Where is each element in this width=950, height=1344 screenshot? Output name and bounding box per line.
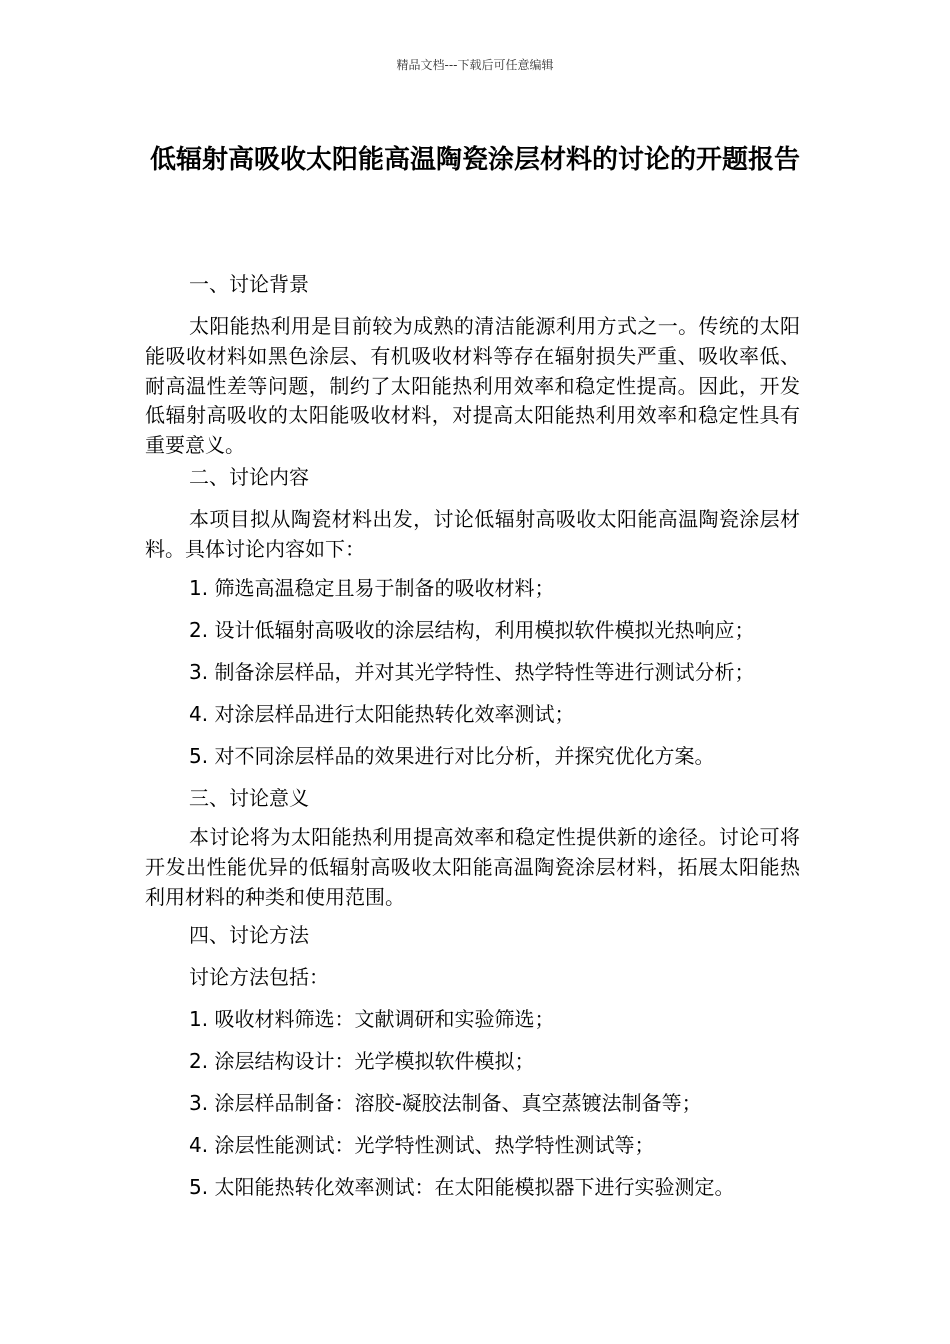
content-paragraph: 本项目拟从陶瓷材料出发，讨论低辐射高吸收太阳能高温陶瓷涂层材料。具体讨论内容如下： [145, 507, 800, 561]
methods-list-item: 3. 涂层样品制备：溶胶-凝胶法制备、真空蒸镀法制备等； [189, 1091, 702, 1115]
methods-list-item: 2. 涂层结构设计：光学模拟软件模拟； [189, 1049, 535, 1073]
section-heading-content: 二、讨论内容 [189, 465, 309, 489]
background-paragraph: 太阳能热利用是目前较为成熟的清洁能源利用方式之一。传统的太阳能吸收材料如黑色涂层、有机吸收材料等存在辐射损失严重、吸收率低、耐高温性差等问题，制约了太阳能热利用效率和稳定性提高。因此，开发低辐射高吸收的太阳能吸收材料，对提高太阳能热利用效率和稳定性具有重要意义。 [145, 314, 800, 458]
methods-intro: 讨论方法包括： [189, 965, 329, 989]
content-list-item: 1. 筛选高温稳定且易于制备的吸收材料； [189, 576, 555, 600]
page-header-note: 精品文档---下载后可任意编辑 [396, 58, 554, 72]
content-list-item: 5. 对不同涂层样品的效果进行对比分析，并探究优化方案。 [189, 744, 715, 768]
section-heading-methods: 四、讨论方法 [189, 923, 309, 947]
document-title: 低辐射高吸收太阳能高温陶瓷涂层材料的讨论的开题报告 [149, 145, 800, 175]
content-list-item: 3. 制备涂层样品，并对其光学特性、热学特性等进行测试分析； [189, 660, 755, 684]
methods-list-item: 4. 涂层性能测试：光学特性测试、热学特性测试等； [189, 1133, 655, 1157]
significance-paragraph: 本讨论将为太阳能热利用提高效率和稳定性提供新的途径。讨论可将开发出性能优异的低辐射高吸收太阳能高温陶瓷涂层材料，拓展太阳能热利用材料的种类和使用范围。 [145, 825, 800, 909]
methods-list-item: 1. 吸收材料筛选：文献调研和实验筛选； [189, 1007, 555, 1031]
content-list-item: 4. 对涂层样品进行太阳能热转化效率测试； [189, 702, 575, 726]
section-heading-background: 一、讨论背景 [189, 272, 309, 296]
methods-list-item: 5. 太阳能热转化效率测试：在太阳能模拟器下进行实验测定。 [189, 1175, 735, 1199]
section-heading-significance: 三、讨论意义 [189, 786, 309, 810]
content-list-item: 2. 设计低辐射高吸收的涂层结构，利用模拟软件模拟光热响应； [189, 618, 755, 642]
